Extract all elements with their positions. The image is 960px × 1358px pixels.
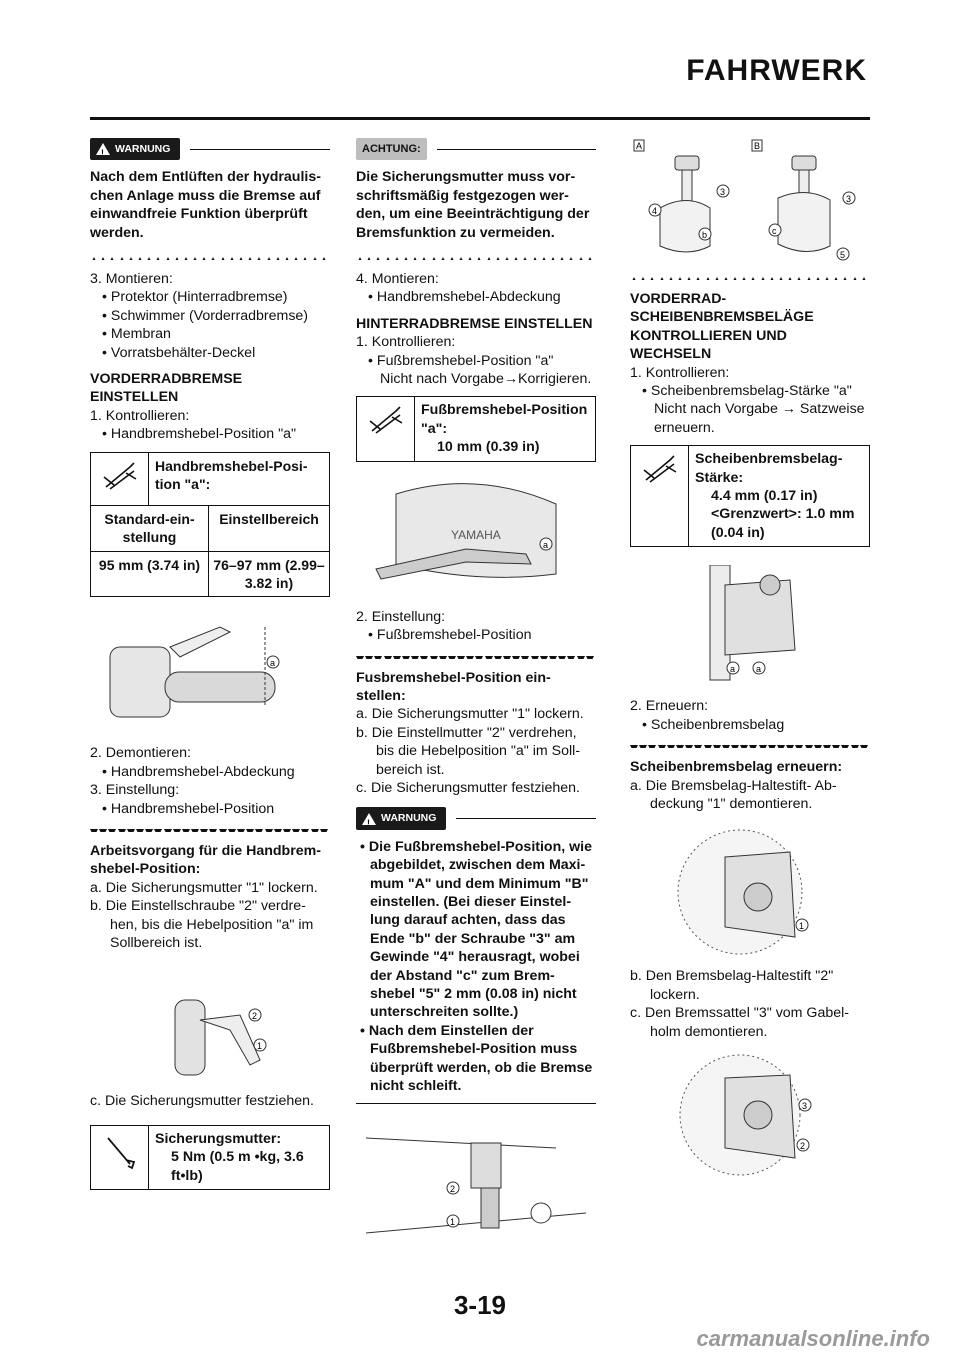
marker-triangle <box>740 277 748 280</box>
marker-triangle <box>558 656 566 659</box>
procedure-step: b. Die Einstellschraube "2" verdre-hen, bis die Hebelposition "a" im Sollbereich ist. <box>90 898 314 951</box>
marker-triangle <box>503 656 511 659</box>
figure-label: 2 <box>450 1184 456 1195</box>
marker-triangle <box>255 829 263 832</box>
marker-triangle <box>851 745 859 748</box>
watermark: carmanualsonline.info <box>696 1326 930 1351</box>
spec-value: 76–97 mm (2.99–3.82 in) <box>213 556 325 591</box>
marker-triangle <box>731 277 739 280</box>
warning-header <box>90 138 330 160</box>
marker-triangle <box>219 257 227 260</box>
list-item: • Handbremshebel-Position "a" <box>102 426 297 443</box>
marker-triangle <box>777 277 785 280</box>
marker-triangle <box>118 257 126 260</box>
attention-badge: ACHTUNG: <box>356 138 427 160</box>
procedure-title: Fusbremshebel-Position ein-stellen: <box>356 669 551 704</box>
step-text: 3. Montieren: <box>90 271 173 288</box>
marker-triangle <box>540 656 548 659</box>
marker-triangle <box>759 277 767 280</box>
warning-icon <box>96 143 110 155</box>
list-item: • Schwimmer (Vorderradbremse) <box>102 307 309 324</box>
warning-text: Nach dem Entlüften der hydraulis-chen Anlage muss die Bremse auf einwandfreie Funktion überprüft werden. <box>90 169 321 241</box>
marker-triangle <box>466 257 474 260</box>
figure-label: a <box>543 539 549 550</box>
procedure-step: c. Die Sicherungsmutter festziehen. <box>356 779 580 796</box>
marker-triangle <box>630 745 638 748</box>
marker-triangle <box>411 257 419 260</box>
marker-triangle <box>237 257 245 260</box>
marker-triangle <box>420 656 428 659</box>
marker-triangle <box>393 656 401 659</box>
spec-box <box>630 445 870 547</box>
warning-badge: ! WARNUNG <box>90 138 180 160</box>
marker-triangle <box>237 829 245 832</box>
start-marker <box>356 651 596 659</box>
step-text: 3. Einstellung: <box>90 782 180 799</box>
marker-triangle <box>832 745 840 748</box>
marker-triangle <box>191 829 199 832</box>
marker-triangle <box>228 257 236 260</box>
step-text: 2. Demontieren: <box>90 745 191 762</box>
page-header <box>0 0 960 125</box>
marker-triangle <box>713 277 721 280</box>
warning-badge: ! WARNUNG <box>356 807 446 829</box>
marker-triangle <box>292 829 300 832</box>
marker-triangle <box>777 745 785 748</box>
procedure-step: a. Die Sicherungsmutter "1" lockern. <box>356 706 584 723</box>
marker-triangle <box>374 257 382 260</box>
spec-title: Fußbremshebel-Position "a": <box>421 402 588 437</box>
marker-triangle <box>292 257 300 260</box>
marker-triangle <box>311 829 319 832</box>
marker-triangle <box>457 656 465 659</box>
marker-triangle <box>311 257 319 260</box>
marker-triangle <box>805 277 813 280</box>
figure-label: a <box>270 658 276 669</box>
marker-triangle <box>722 277 730 280</box>
warning-header <box>356 807 596 829</box>
marker-triangle <box>457 257 465 260</box>
column-1 <box>90 138 330 1198</box>
marker-triangle <box>805 745 813 748</box>
list-item: • Scheibenbremsbelag <box>642 716 785 733</box>
marker-triangle <box>503 257 511 260</box>
marker-triangle <box>558 257 566 260</box>
figure-label: 3 <box>846 194 852 204</box>
marker-triangle <box>749 745 757 748</box>
marker-triangle <box>531 656 539 659</box>
step-text: 2. Erneuern: <box>630 698 709 715</box>
step3-list <box>90 288 330 362</box>
list-item: • Scheibenbremsbelag-Stärke "a" <box>642 383 852 400</box>
marker-triangle <box>832 277 840 280</box>
procedure-step: a. Die Bremsbelag-Haltestift- Ab-deckung "1" demontieren. <box>630 777 837 812</box>
marker-triangle <box>448 656 456 659</box>
end-marker <box>356 252 596 260</box>
brake-pad-figure <box>630 565 870 683</box>
engine-brand-text: YAMAHA <box>451 527 501 542</box>
marker-triangle <box>466 656 474 659</box>
figure-label: 4 <box>652 206 658 216</box>
marker-triangle <box>320 829 328 832</box>
procedure-step: c. Die Sicherungsmutter festziehen. <box>90 1093 314 1110</box>
marker-triangle <box>274 829 282 832</box>
marker-triangle <box>283 829 291 832</box>
marker-triangle <box>667 277 675 280</box>
caliper-figure-1 <box>630 827 870 957</box>
list-item: • Protektor (Hinterradbremse) <box>102 289 288 306</box>
marker-triangle <box>283 257 291 260</box>
spec-box <box>356 396 596 461</box>
procedure-step: b. Den Bremsbelag-Haltestift "2" lockern. <box>630 968 834 1003</box>
procedure-step: c. Den Bremssattel "3" vom Gabel-holm demontieren. <box>630 1005 850 1040</box>
torque-spec <box>90 1125 330 1190</box>
list-item: • Handbremshebel-Abdeckung <box>102 763 295 780</box>
marker-triangle <box>108 257 116 260</box>
procedure-step: b. Die Einstellmutter "2" verdrehen, bis die Hebelposition "a" im Soll-bereich ist. <box>356 724 581 778</box>
marker-triangle <box>127 257 135 260</box>
marker-triangle <box>265 829 273 832</box>
list-item: • Handbremshebel-Position <box>102 800 275 817</box>
spec-value: 5 Nm (0.5 m •kg, 3.6 ft•lb) <box>171 1149 304 1184</box>
figure-label: a <box>756 664 762 675</box>
marker-triangle <box>439 257 447 260</box>
caliper-icon <box>357 397 415 460</box>
marker-triangle <box>814 277 822 280</box>
marker-triangle <box>200 829 208 832</box>
marker-triangle <box>531 257 539 260</box>
marker-triangle <box>301 257 309 260</box>
list-item: • Handbremshebel-Abdeckung <box>368 289 561 306</box>
marker-triangle <box>648 745 656 748</box>
list-item: • Membran <box>102 326 171 343</box>
marker-triangle <box>667 745 675 748</box>
end-marker <box>90 252 330 260</box>
marker-triangle <box>365 257 373 260</box>
marker-triangle <box>658 277 666 280</box>
procedure-title: Scheibenbremsbelag erneuern: <box>630 759 843 776</box>
marker-triangle <box>182 257 190 260</box>
marker-triangle <box>191 257 199 260</box>
figure-label: 1 <box>450 1217 456 1228</box>
divider <box>356 1103 596 1104</box>
page-number: 3-19 <box>453 1290 507 1320</box>
marker-triangle <box>173 829 181 832</box>
figure-label: 2 <box>800 1140 806 1151</box>
marker-triangle <box>420 257 428 260</box>
section-title: HINTERRADBREMSE EINSTELLEN <box>356 315 593 332</box>
figure-label: 1 <box>257 1041 263 1052</box>
marker-triangle <box>164 829 172 832</box>
marker-triangle <box>154 257 162 260</box>
figure-label: 1 <box>799 921 805 932</box>
end-marker <box>630 272 870 280</box>
marker-triangle <box>494 656 502 659</box>
marker-triangle <box>118 829 126 832</box>
caliper-icon <box>631 446 689 546</box>
marker-triangle <box>402 257 410 260</box>
marker-triangle <box>841 745 849 748</box>
section-title: VORDERRAD-SCHEIBENBREMSBELÄGE KONTROLLIEREN UND WECHSELN <box>630 291 814 363</box>
spec-value: <Grenzwert>: 1.0 mm (0.04 in) <box>711 506 855 541</box>
marker-triangle <box>209 257 217 260</box>
marker-triangle <box>475 257 483 260</box>
marker-triangle <box>90 257 98 260</box>
start-marker <box>90 824 330 832</box>
marker-triangle <box>540 257 548 260</box>
marker-triangle <box>200 257 208 260</box>
marker-triangle <box>694 745 702 748</box>
marker-triangle <box>512 257 520 260</box>
marker-triangle <box>228 829 236 832</box>
list-item: • Fußbremshebel-Position "a" <box>368 352 554 369</box>
marker-triangle <box>823 745 831 748</box>
marker-triangle <box>173 257 181 260</box>
attention-header <box>356 138 596 160</box>
spec-title: Scheibenbremsbelag-Stärke: <box>695 451 843 486</box>
marker-triangle <box>676 277 684 280</box>
marker-triangle <box>768 277 776 280</box>
marker-triangle <box>795 745 803 748</box>
marker-triangle <box>108 829 116 832</box>
marker-triangle <box>145 257 153 260</box>
marker-triangle <box>768 745 776 748</box>
marker-triangle <box>448 257 456 260</box>
list-item: • Vorratsbehälter-Deckel <box>102 344 256 361</box>
step-text: 1. Kontrollieren: <box>630 364 730 381</box>
marker-triangle <box>676 745 684 748</box>
spec-header: Einstellbereich <box>219 510 319 527</box>
marker-triangle <box>731 745 739 748</box>
marker-triangle <box>246 257 254 260</box>
marker-triangle <box>521 257 529 260</box>
list-subtext: Nicht nach Vorgabe → Satzweise erneuern. <box>654 401 865 436</box>
marker-triangle <box>549 656 557 659</box>
list-item: • Fußbremshebel-Position <box>368 627 532 644</box>
marker-triangle <box>430 257 438 260</box>
caliper-figure-2 <box>630 1053 870 1178</box>
marker-triangle <box>384 257 392 260</box>
marker-triangle <box>851 277 859 280</box>
figure-label: B <box>754 141 761 151</box>
marker-triangle <box>759 745 767 748</box>
step-text: 2. Einstellung: <box>356 608 446 625</box>
step-text: 1. Kontrollieren: <box>90 407 190 424</box>
spec-title: Handbremshebel-Posi-tion "a": <box>155 457 308 493</box>
section-title: VORDERRADBREMSE EINSTELLEN <box>90 371 243 406</box>
marker-triangle <box>704 745 712 748</box>
marker-triangle <box>823 277 831 280</box>
spec-header: Standard-ein-stellung <box>91 506 209 551</box>
marker-triangle <box>786 745 794 748</box>
marker-triangle <box>577 257 585 260</box>
figure-label: 3 <box>720 187 726 197</box>
marker-triangle <box>182 829 190 832</box>
marker-triangle <box>841 277 849 280</box>
step-text: 4. Montieren: <box>356 271 439 288</box>
procedure-title: Arbeitsvorgang für die Handbrem-shebel-Position: <box>90 842 321 878</box>
marker-triangle <box>274 257 282 260</box>
marker-triangle <box>145 829 153 832</box>
marker-triangle <box>639 277 647 280</box>
figure-label: 3 <box>802 1100 808 1111</box>
marker-triangle <box>860 745 868 748</box>
marker-triangle <box>567 257 575 260</box>
marker-triangle <box>814 745 822 748</box>
figure-label: c <box>772 226 777 236</box>
marker-triangle <box>127 829 135 832</box>
figure-label: 5 <box>840 250 846 260</box>
marker-triangle <box>365 656 373 659</box>
marker-triangle <box>658 745 666 748</box>
marker-triangle <box>402 656 410 659</box>
marker-triangle <box>384 656 392 659</box>
marker-triangle <box>99 257 107 260</box>
marker-triangle <box>685 277 693 280</box>
figure-label: b <box>702 230 708 240</box>
marker-triangle <box>154 829 162 832</box>
column-3 <box>630 138 870 1178</box>
marker-triangle <box>512 656 520 659</box>
marker-triangle <box>694 277 702 280</box>
marker-triangle <box>648 277 656 280</box>
handlebar-figure <box>90 617 330 732</box>
spec-value: 10 mm (0.39 in) <box>437 439 540 456</box>
marker-triangle <box>411 656 419 659</box>
attention-text: Die Sicherungsmutter muss vor-schriftsmäßig festgezogen wer-den, um eine Beeinträchtigung der Bremsfunktion zu vermeiden. <box>356 169 590 241</box>
marker-triangle <box>475 656 483 659</box>
marker-triangle <box>393 257 401 260</box>
marker-triangle <box>795 277 803 280</box>
spec-value: 4.4 mm (0.17 in) <box>711 488 818 505</box>
marker-triangle <box>549 257 557 260</box>
warning-list <box>356 838 596 1096</box>
header-rule <box>90 117 870 120</box>
marker-triangle <box>430 656 438 659</box>
marker-triangle <box>704 277 712 280</box>
list-item: • Nach dem Einstellen der Fußbremshebel-Position muss überprüft werden, ob die Bremse nicht schleift. <box>360 1022 593 1095</box>
page-title: FAHRWERK <box>686 54 867 87</box>
marker-triangle <box>577 656 585 659</box>
marker-triangle <box>136 257 144 260</box>
marker-triangle <box>485 257 493 260</box>
warning-icon <box>362 813 376 825</box>
column-2 <box>356 138 596 1258</box>
spec-table <box>90 452 330 598</box>
marker-triangle <box>439 656 447 659</box>
spec-value: 95 mm (3.74 in) <box>91 552 209 597</box>
marker-triangle <box>567 656 575 659</box>
start-marker <box>630 740 870 748</box>
list-subtext: Nicht nach Vorgabe→Korrigieren. <box>380 371 592 388</box>
marker-triangle <box>630 277 638 280</box>
marker-triangle <box>90 829 98 832</box>
marker-triangle <box>209 829 217 832</box>
marker-triangle <box>356 656 364 659</box>
marker-triangle <box>786 277 794 280</box>
marker-triangle <box>255 257 263 260</box>
marker-triangle <box>713 745 721 748</box>
list-item: • Die Fußbremshebel-Position, wie abgebildet, zwischen dem Maxi-mum "A" und dem Minimum "B" einstellen. (Bei dieser Einstel-lung darauf achten, dass das Ende "b" der Schraube "3" am Gewinde "4" herausragt, wobei der Abstand "c" zum Brem-shebel "5" 2 mm (0.08 in) nicht unterschreiten sollte.) <box>360 838 593 1021</box>
marker-triangle <box>99 829 107 832</box>
marker-triangle <box>246 829 254 832</box>
marker-triangle <box>301 829 309 832</box>
marker-triangle <box>374 656 382 659</box>
marker-triangle <box>586 656 594 659</box>
spec-title: Sicherungsmutter: <box>155 1130 282 1147</box>
linkage-figure <box>356 1118 596 1258</box>
marker-triangle <box>639 745 647 748</box>
figure-label: 2 <box>252 1011 258 1022</box>
figure-label: a <box>730 664 736 675</box>
adjuster-figure <box>90 980 330 1080</box>
marker-triangle <box>722 745 730 748</box>
caliper-icon <box>91 453 149 505</box>
marker-triangle <box>356 257 364 260</box>
marker-triangle <box>494 257 502 260</box>
step-text: 1. Kontrollieren: <box>356 334 456 351</box>
bolt-detail-figure <box>630 138 870 266</box>
marker-triangle <box>485 656 493 659</box>
marker-triangle <box>586 257 594 260</box>
marker-triangle <box>685 745 693 748</box>
marker-triangle <box>265 257 273 260</box>
wrench-icon <box>91 1126 149 1189</box>
marker-triangle <box>749 277 757 280</box>
figure-label: A <box>636 141 643 151</box>
procedure-step: a. Die Sicherungsmutter "1" lockern. <box>90 879 318 896</box>
foot-brake-figure <box>356 474 596 594</box>
marker-triangle <box>521 656 529 659</box>
marker-triangle <box>164 257 172 260</box>
marker-triangle <box>320 257 328 260</box>
marker-triangle <box>740 745 748 748</box>
marker-triangle <box>860 277 868 280</box>
marker-triangle <box>219 829 227 832</box>
marker-triangle <box>136 829 144 832</box>
